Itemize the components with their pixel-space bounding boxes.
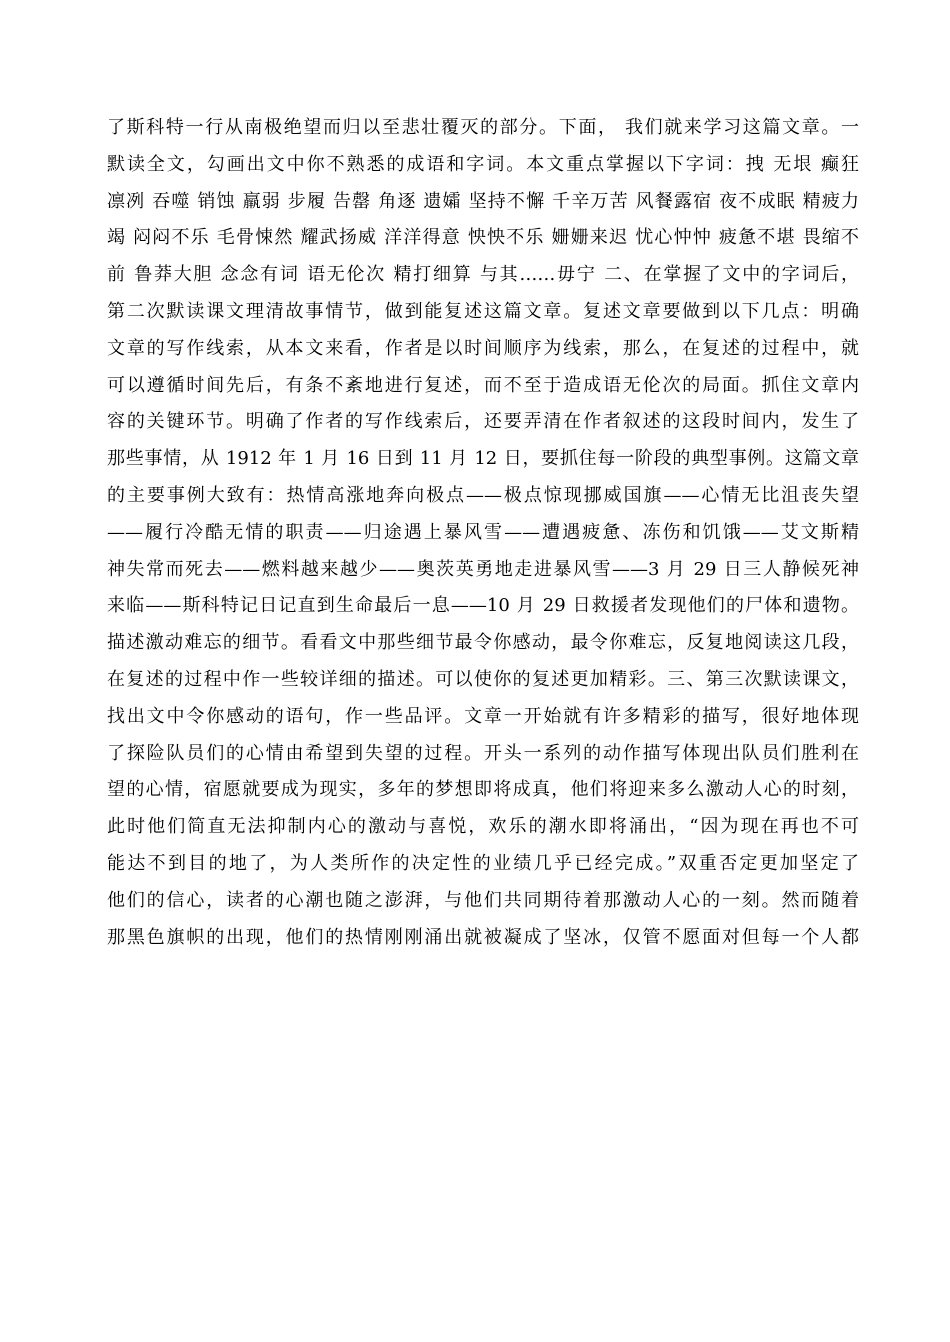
- text-line: 能达不到目的地了，为人类所作的决定性的业绩几乎已经完成。”双重否定更加坚定了: [107, 852, 859, 874]
- text-line: 第二次默读课文理清故事情节，做到能复述这篇文章。复述文章要做到以下几点：明确: [107, 300, 859, 322]
- text-line: 他们的信心，读者的心潮也随之澎湃，与他们共同期待着那激动人心的一刻。然而随着: [107, 889, 859, 911]
- text-line: 竭 闷闷不乐 毛骨悚然 耀武扬威 洋洋得意 怏怏不乐 姗姗来迟 忧心忡忡 疲惫不堪 畏缩不: [107, 227, 859, 249]
- text-line: 那些事情，从 1912 年 1 月 16 日到 11 月 12 日，要抓住每一阶段的典型事例。这篇文章: [107, 448, 859, 470]
- text-line: 前 鲁莽大胆 念念有词 语无伦次 精打细算 与其……毋宁 二、在掌握了文中的字词后，: [107, 264, 859, 286]
- text-line: 神失常而死去——燃料越来越少——奥茨英勇地走进暴风雪——3 月 29 日三人静候死神: [107, 558, 859, 580]
- text-line: 来临——斯科特记日记直到生命最后一息——10 月 29 日救援者发现他们的尸体和遗物。: [107, 595, 859, 617]
- text-line: 找出文中令你感动的语句，作一些品评。文章一开始就有许多精彩的描写，很好地体现: [107, 705, 859, 727]
- text-line: 的主要事例大致有：热情高涨地奔向极点——极点惊现挪威国旗——心情无比沮丧失望: [107, 484, 859, 506]
- text-line: 可以遵循时间先后，有条不紊地进行复述，而不至于造成语无伦次的局面。抓住文章内: [107, 374, 859, 396]
- text-line: 了斯科特一行从南极绝望而归以至悲壮覆灭的部分。下面， 我们就来学习这篇文章。一: [107, 117, 859, 138]
- text-line: 那黑色旗帜的出现，他们的热情刚刚涌出就被凝成了坚冰，仅管不愿面对但每一个人都: [107, 926, 859, 948]
- text-line: 描述激动难忘的细节。看看文中那些细节最令你感动，最令你难忘，反复地阅读这几段，: [107, 632, 859, 654]
- body-text: [107, 110, 859, 956]
- text-line: 默读全文，勾画出文中你不熟悉的成语和字词。本文重点掌握以下字词：拽 无垠 癫狂: [107, 153, 859, 175]
- text-line: ——履行冷酷无情的职责——归途遇上暴风雪——遭遇疲惫、冻伤和饥饿——艾文斯精: [107, 521, 859, 543]
- text-line: 了探险队员们的心情由希望到失望的过程。开头一系列的动作描写体现出队员们胜利在: [107, 742, 859, 764]
- text-line: 容的关键环节。明确了作者的写作线索后，还要弄清在作者叙述的这段时间内，发生了: [107, 411, 859, 433]
- text-line: 在复述的过程中作一些较详细的描述。可以使你的复述更加精彩。三、第三次默读课文，: [107, 668, 859, 690]
- text-line: 凛冽 吞噬 销蚀 羸弱 步履 告罄 角逐 遗孀 坚持不懈 千辛万苦 风餐露宿 夜不成眠 精疲力: [107, 190, 859, 212]
- text-line: 文章的写作线索，从本文来看，作者是以时间顺序为线索，那么，在复述的过程中，就: [107, 337, 859, 359]
- text-line: 望的心情，宿愿就要成为现实，多年的梦想即将成真，他们将迎来多么激动人心的时刻，: [107, 779, 859, 801]
- text-line: 此时他们简直无法抑制内心的激动与喜悦，欢乐的潮水即将涌出，“因为现在再也不可: [107, 816, 859, 838]
